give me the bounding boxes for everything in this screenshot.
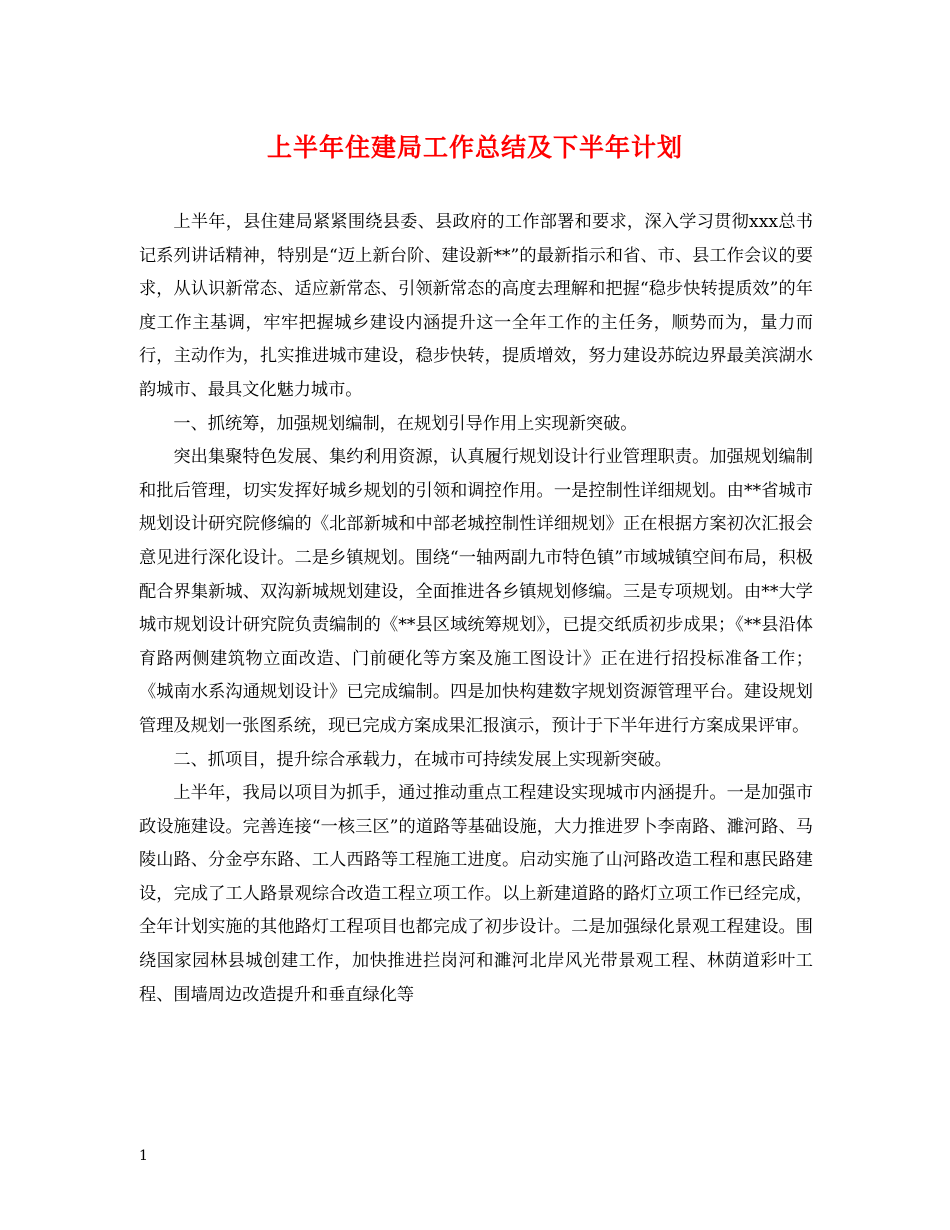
intro-paragraph: 上半年，县住建局紧紧围绕县委、县政府的工作部署和要求，深入学习贯彻xxx总书记系列讲话精神，特别是“迈上新台阶、建设新**”的最新指示和省、市、县工作会议的要求，从认识新常态、适应新常态、引领新常态的高度去理解和把握“稳步快转提质效”的年度工作主基调，牢牢把握城乡建设内涵提升这一全年工作的主任务，顺势而为，量力而行，主动作为，扎实推进城市建设，稳步快转，提质增效，努力建设苏皖边界最美滨湖水韵城市、最具文化魅力城市。 — [139, 212, 813, 400]
section-1-paragraph: 突出集聚特色发展、集约利用资源，认真履行规划设计行业管理职责。加强规划编制和批后管理，切实发挥好城乡规划的引领和调控作用。一是控制性详细规划。由**省城市规划设计研究院修编的《北部新城和中部老城控制性详细规划》正在根据方案初次汇报会意见进行深化设计。二是乡镇规划。围绕“一轴两副九市特色镇”市域城镇空间布局，积极配合界集新城、双沟新城规划建设，全面推进各乡镇规划修编。三是专项规划。由**大学城市规划设计研究院负责编制的《**县区域统筹规划》，已提交纸质初步成果；《**县沿体育路两侧建筑物立面改造、门前硬化等方案及施工图设计》正在进行招投标准备工作；《城南水系沟通规划设计》已完成编制。四是加快构建数字规划资源管理平台。建设规划管理及规划一张图系统，现已完成方案成果汇报演示，预计于下半年进行方案成果评审。 — [139, 447, 813, 736]
page-number: 1 — [139, 1148, 148, 1164]
section-heading-1: 一、抓统筹，加强规划编制，在规划引导作用上实现新突破。 — [173, 413, 638, 434]
section-heading-2: 二、抓项目，提升综合承载力，在城市可持续发展上实现新突破。 — [173, 749, 672, 770]
document-title: 上半年住建局工作总结及下半年计划 — [266, 133, 683, 162]
document-body — [139, 206, 813, 1012]
section-2-paragraph: 上半年，我局以项目为抓手，通过推动重点工程建设实现城市内涵提升。一是加强市政设施建设。完善连接“一核三区”的道路等基础设施，大力推进罗卜李南路、濉河路、马陵山路、分金亭东路、工人西路等工程施工进度。启动实施了山河路改造工程和惠民路建设，完成了工人路景观综合改造工程立项工作。以上新建道路的路灯立项工作已经完成，全年计划实施的其他路灯工程项目也都完成了初步设计。二是加强绿化景观工程建设。围绕国家园林县城创建工作，加快推进拦岗河和濉河北岸风光带景观工程、林荫道彩叶工程、围墙周边改造提升和垂直绿化等 — [139, 783, 813, 1005]
